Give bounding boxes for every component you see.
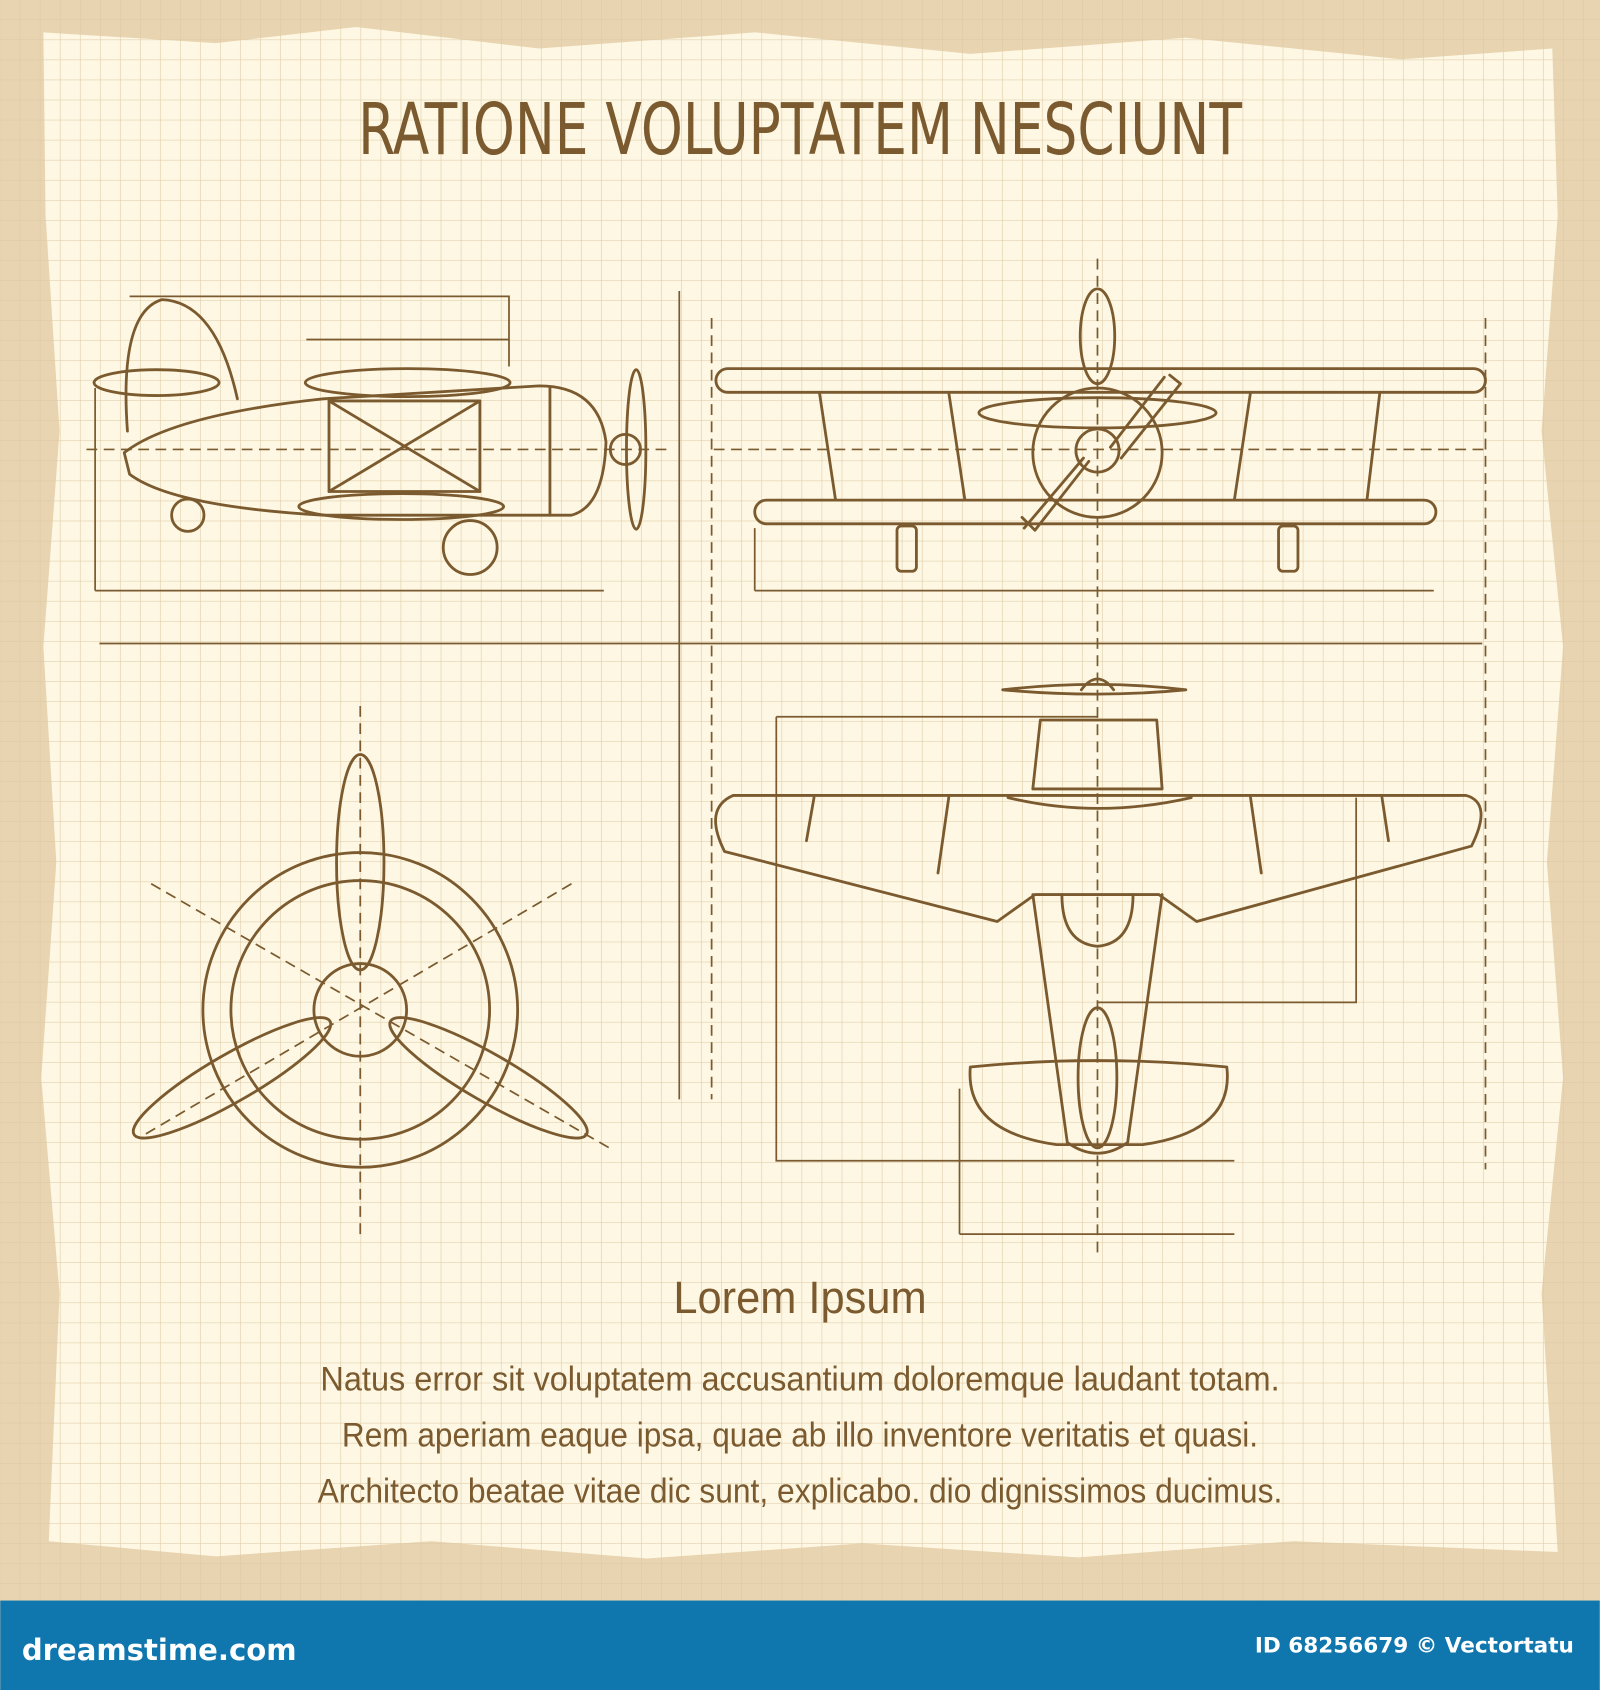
subtitle: Lorem Ipsum <box>673 1271 927 1323</box>
body-line-3: Architecto beatae vitae dic sunt, explicabo. dio dignissimos ducimus. <box>317 1472 1283 1511</box>
body-line-1: Natus error sit voluptatem accusantium doloremque laudant totam. <box>320 1360 1280 1399</box>
footer-credit: ID 68256679 © Vectortatu <box>1254 1633 1574 1659</box>
footer-brand-logo[interactable]: dreamstime.com <box>21 1632 297 1667</box>
poster-title: RATIONE VOLUPTATEM NESCIUNT <box>358 88 1243 172</box>
body-line-2: Rem aperiam eaque ipsa, quae ab illo inventore veritatis et quasi. <box>341 1416 1259 1455</box>
